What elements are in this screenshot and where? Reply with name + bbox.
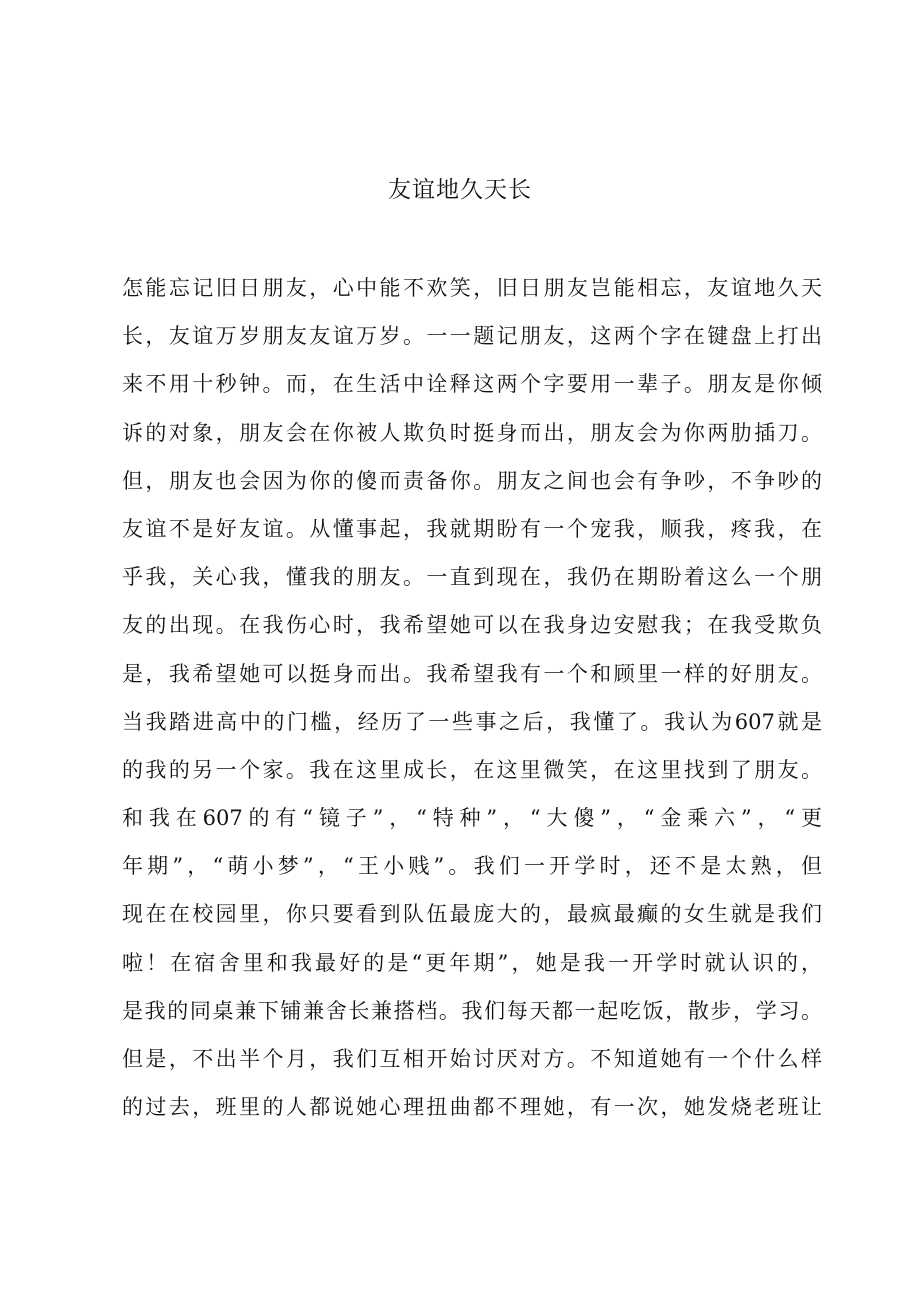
text-line: 友的出现。在我伤心时，我希望她可以在我身边安慰我；在我受欺负 bbox=[122, 613, 822, 638]
text-line: 友谊不是好友谊。从懂事起，我就期盼有一个宠我，顺我，疼我，在 bbox=[122, 516, 822, 541]
text-line: 啦！在宿舍里和我最好的是“更年期”，她是我一开学时就认识的， bbox=[122, 950, 822, 975]
text-line: 和我在607的有“镜子”，“特种”，“大傻”，“金乘六”，“更 bbox=[122, 806, 822, 831]
text-line: 诉的对象，朋友会在你被人欺负时挺身而出，朋友会为你两肋插刀。 bbox=[122, 420, 822, 445]
text-line: 来不用十秒钟。而，在生活中诠释这两个字要用一辈子。朋友是你倾 bbox=[122, 372, 822, 397]
text-line: 怎能忘记旧日朋友，心中能不欢笑，旧日朋友岂能相忘，友谊地久天 bbox=[122, 276, 822, 300]
document-title: 友谊地久天长 bbox=[388, 177, 532, 203]
text-line: 年期”，“萌小梦”，“王小贱”。我们一开学时，还不是太熟，但 bbox=[122, 854, 822, 879]
text-line: 是我的同桌兼下铺兼舍长兼搭档。我们每天都一起吃饭，散步，学习。 bbox=[122, 998, 822, 1023]
text-line: 乎我，关心我，懂我的朋友。一直到现在，我仍在期盼着这么一个朋 bbox=[122, 565, 822, 590]
text-line: 的过去，班里的人都说她心理扭曲都不理她，有一次，她发烧老班让 bbox=[122, 1095, 822, 1120]
text-line: 现在在校园里，你只要看到队伍最庞大的，最疯最癫的女生就是我们 bbox=[122, 902, 822, 927]
text-line: 当我踏进高中的门槛，经历了一些事之后，我懂了。我认为607就是 bbox=[122, 709, 822, 734]
text-line: 长，友谊万岁朋友友谊万岁。一一题记朋友，这两个字在键盘上打出 bbox=[122, 324, 822, 349]
text-line: 但是，不出半个月，我们互相开始讨厌对方。不知道她有一个什么样 bbox=[122, 1047, 822, 1071]
text-line: 是，我希望她可以挺身而出。我希望我有一个和顾里一样的好朋友。 bbox=[122, 661, 822, 686]
text-line: 的我的另一个家。我在这里成长，在这里微笑，在这里找到了朋友。 bbox=[122, 757, 822, 782]
text-line: 但，朋友也会因为你的傻而责备你。朋友之间也会有争吵，不争吵的 bbox=[122, 468, 822, 493]
document-body bbox=[122, 264, 822, 1131]
